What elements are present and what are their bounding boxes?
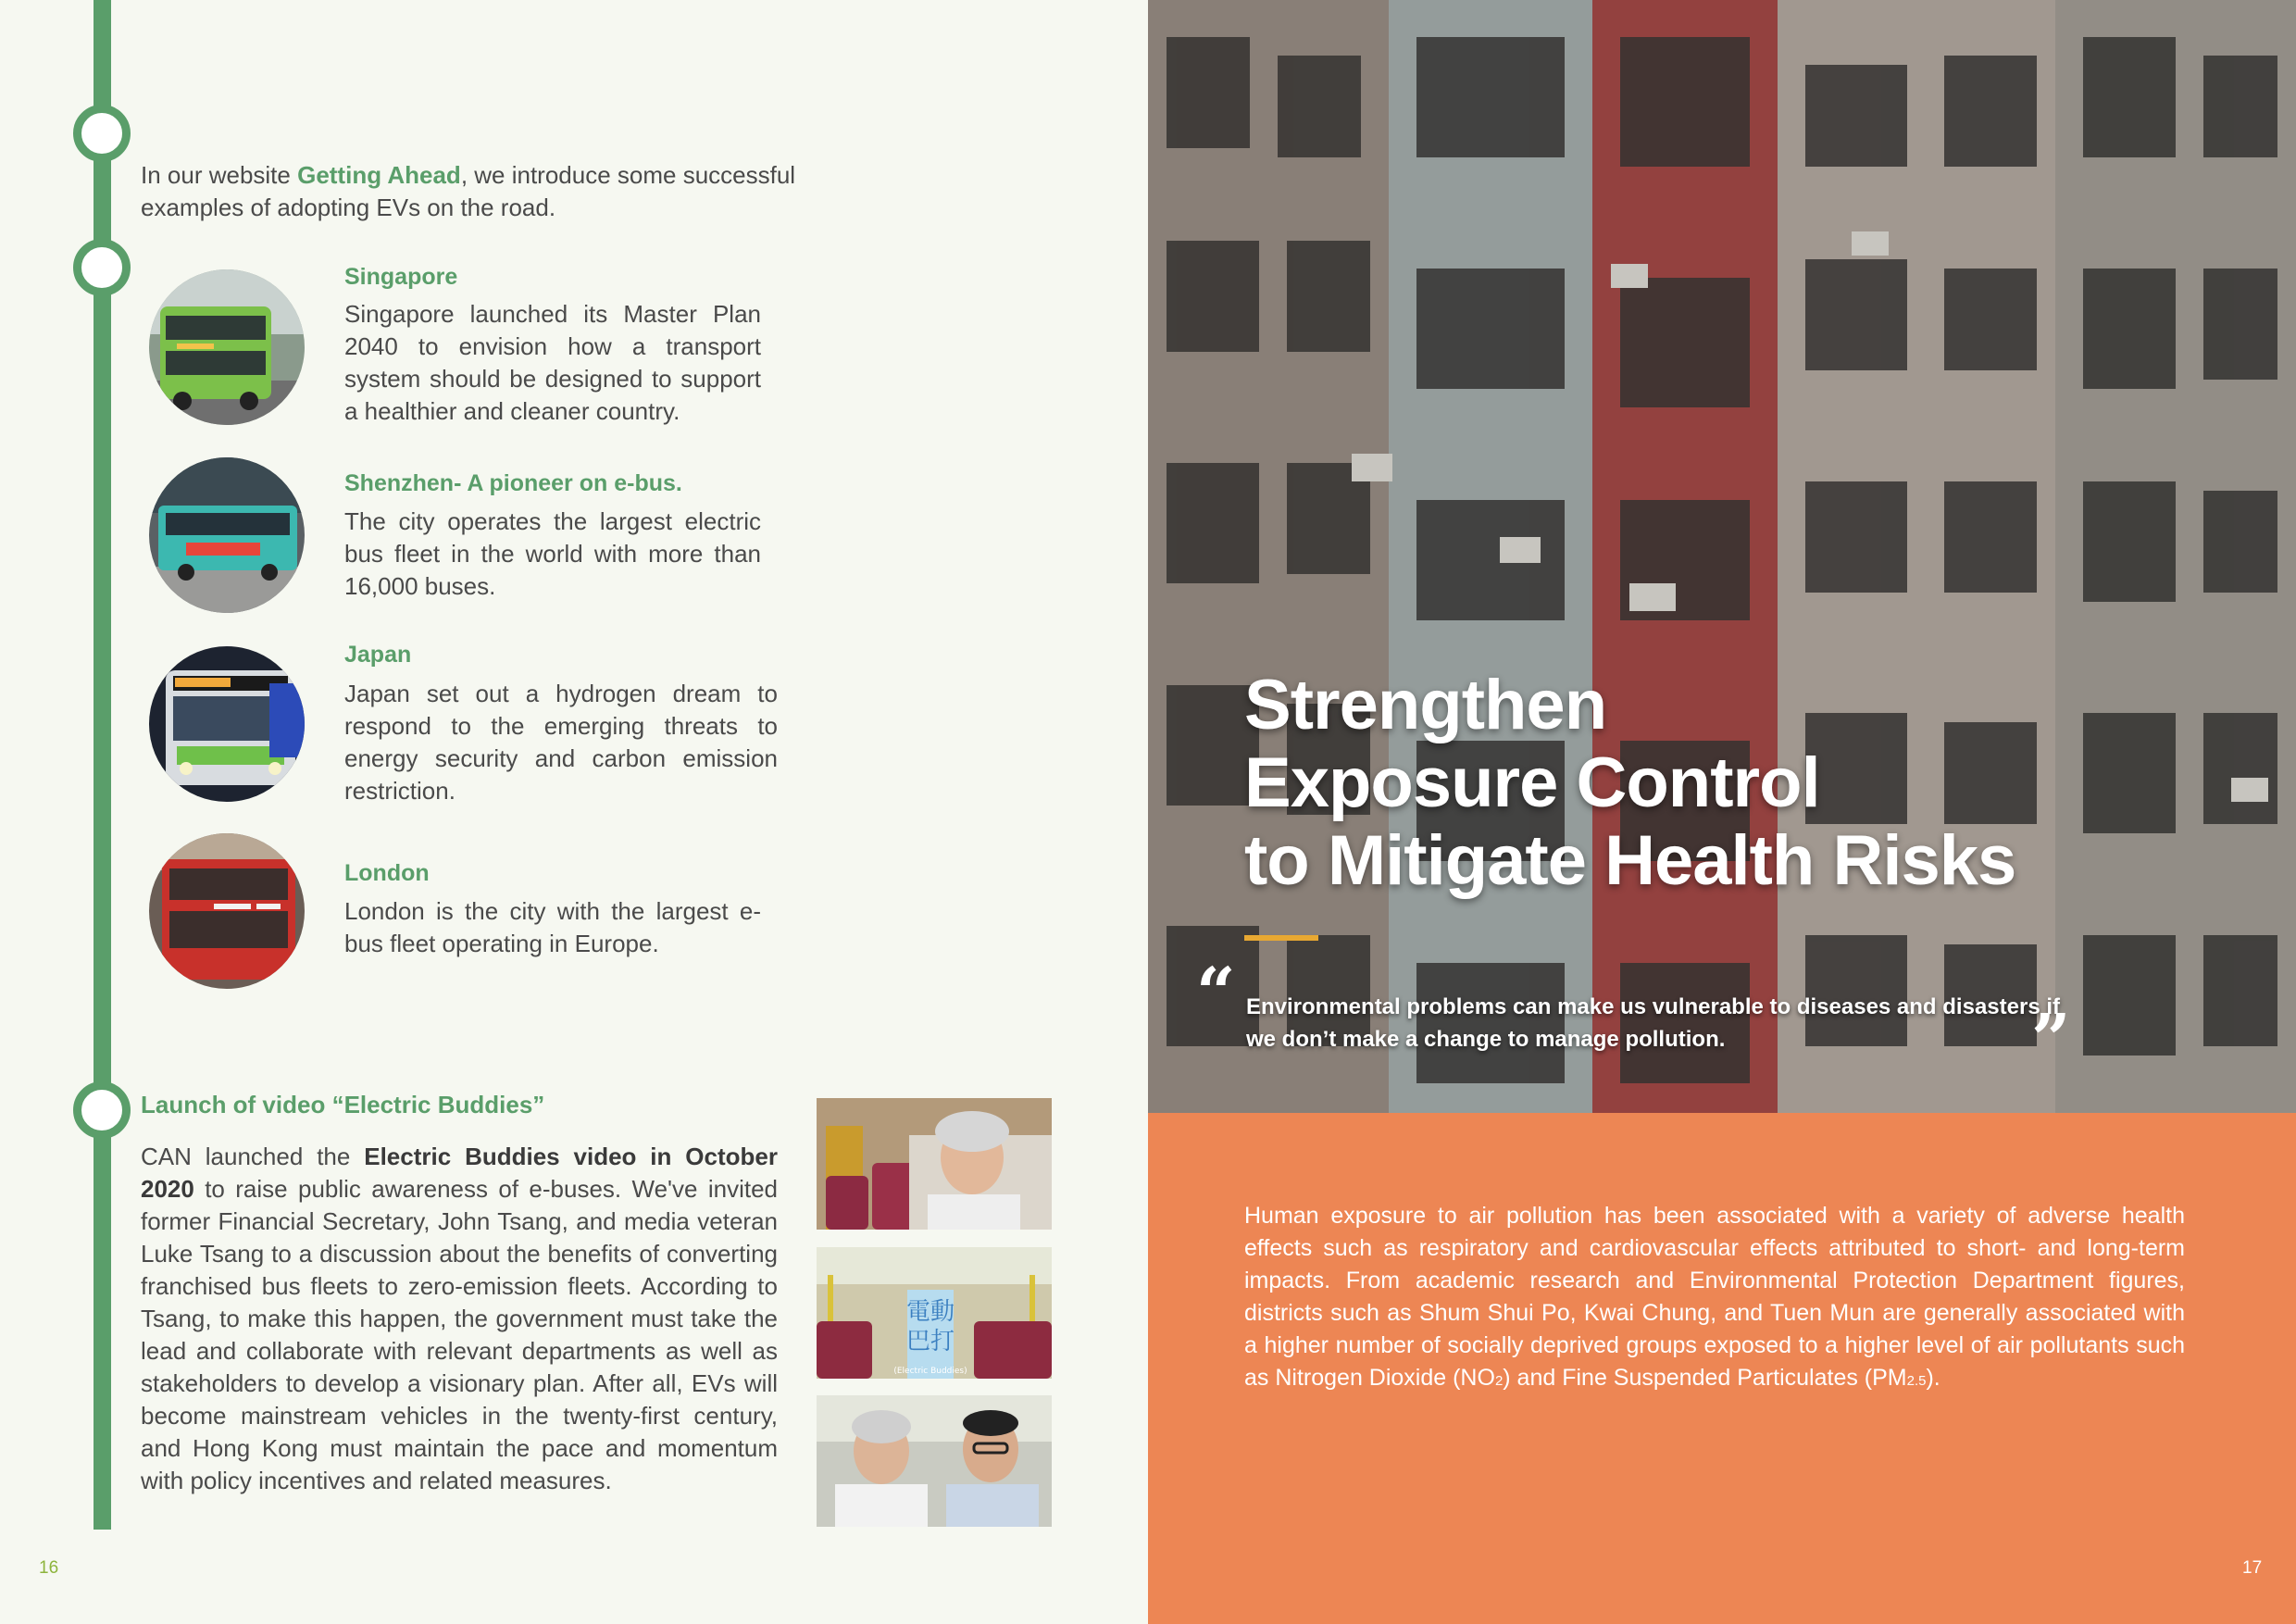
headline-line-3: to Mitigate Health Risks <box>1244 821 2016 900</box>
city-title-shenzhen: Shenzhen- A pioneer on e-bus. <box>344 470 682 496</box>
headline <box>1244 667 2226 900</box>
city-text-japan: Japan set out a hydrogen dream to respond to the emerging threats to energy security and carbon emission restriction. <box>344 680 778 805</box>
headline-line-1: Strengthen <box>1244 666 1607 744</box>
intro-paragraph: In our website Getting Ahead, we introduce some successful examples of adopting EVs on the road. <box>141 161 796 221</box>
video-frame-john-tsang <box>817 1098 1052 1230</box>
city-title-japan: Japan <box>344 642 412 668</box>
air-pollution-paragraph: Human exposure to air pollution has been associated with a variety of adverse health effects such as respiratory and cardiovascular effects attributed to short- and long-term impacts. From academic research and Environmental Protection Department figures, districts such as Shum Shui Po, Kwai Chung, and Tuen Mun are generally associated with a higher number of socially deprived groups exposed to a higher level of air pollutants such as Nitrogen Dioxide (NO2) and Fine Suspended Particulates (PM2.5). <box>1244 1203 2185 1391</box>
quote-close-icon: ” <box>2031 1000 2071 1080</box>
page-number-left: 16 <box>39 1558 59 1578</box>
shenzhen-bus-photo <box>149 457 305 613</box>
city-text-london: London is the city with the largest e-bus fleet operating in Europe. <box>344 897 761 957</box>
building-facade-photo <box>1148 0 2296 1113</box>
headline-line-2: Exposure Control <box>1244 743 1820 822</box>
video-section-title: Launch of video “Electric Buddies” <box>141 1091 545 1118</box>
getting-ahead-link[interactable]: Getting Ahead <box>297 161 461 189</box>
timeline-node <box>73 239 131 296</box>
video-section-text: CAN launched the Electric Buddies video in October 2020 to raise public awareness of e-buses. We've invited former Financial Secretary, John Tsang, and media veteran Luke Tsang to a discussion about the benefits of converting franchised bus fleets to zero-emission fleets. According to Tsang, to make this happen, the government must take the lead and collaborate with relevant departments as well as stakeholders to develop a visionary plan. After all, EVs will become mainstream vehicles in the twenty-first century, and Hong Kong must maintain the pace and momentum with policy incentives and related measures. <box>141 1143 778 1494</box>
frame-sign-line2: 巴打 <box>905 1328 955 1355</box>
city-text-shenzhen: The city operates the largest electric bus fleet in the world with more than 16,000 buses. <box>344 507 761 600</box>
page-number-right: 17 <box>2242 1558 2263 1578</box>
right-page <box>1148 0 2296 1624</box>
singapore-bus-photo <box>149 269 305 425</box>
timeline-node <box>73 1081 131 1139</box>
pull-quote: Environmental problems can make us vulnerable to diseases and disasters if we don’t make a change to manage pollution. <box>1246 994 2060 1052</box>
video-frame-two-speakers <box>817 1395 1052 1527</box>
orange-text-panel <box>1148 1113 2296 1624</box>
frame-sign-caption: (Electric Buddies) <box>893 1367 967 1376</box>
timeline-bar <box>94 0 111 1530</box>
city-title-london: London <box>344 860 430 886</box>
video-frame-electric-buddies <box>817 1247 1052 1379</box>
japan-bus-photo <box>149 646 305 802</box>
timeline-node <box>73 105 131 162</box>
city-text-singapore: Singapore launched its Master Plan 2040 to envision how a transport system should be designed to support a healthier and cleaner country. <box>344 300 761 425</box>
london-bus-photo <box>149 833 305 989</box>
quote-open-icon: “ <box>1196 954 1236 1033</box>
frame-sign-line1: 電動 <box>905 1298 955 1326</box>
headline-accent-bar <box>1244 935 1318 941</box>
city-title-singapore: Singapore <box>344 264 458 290</box>
